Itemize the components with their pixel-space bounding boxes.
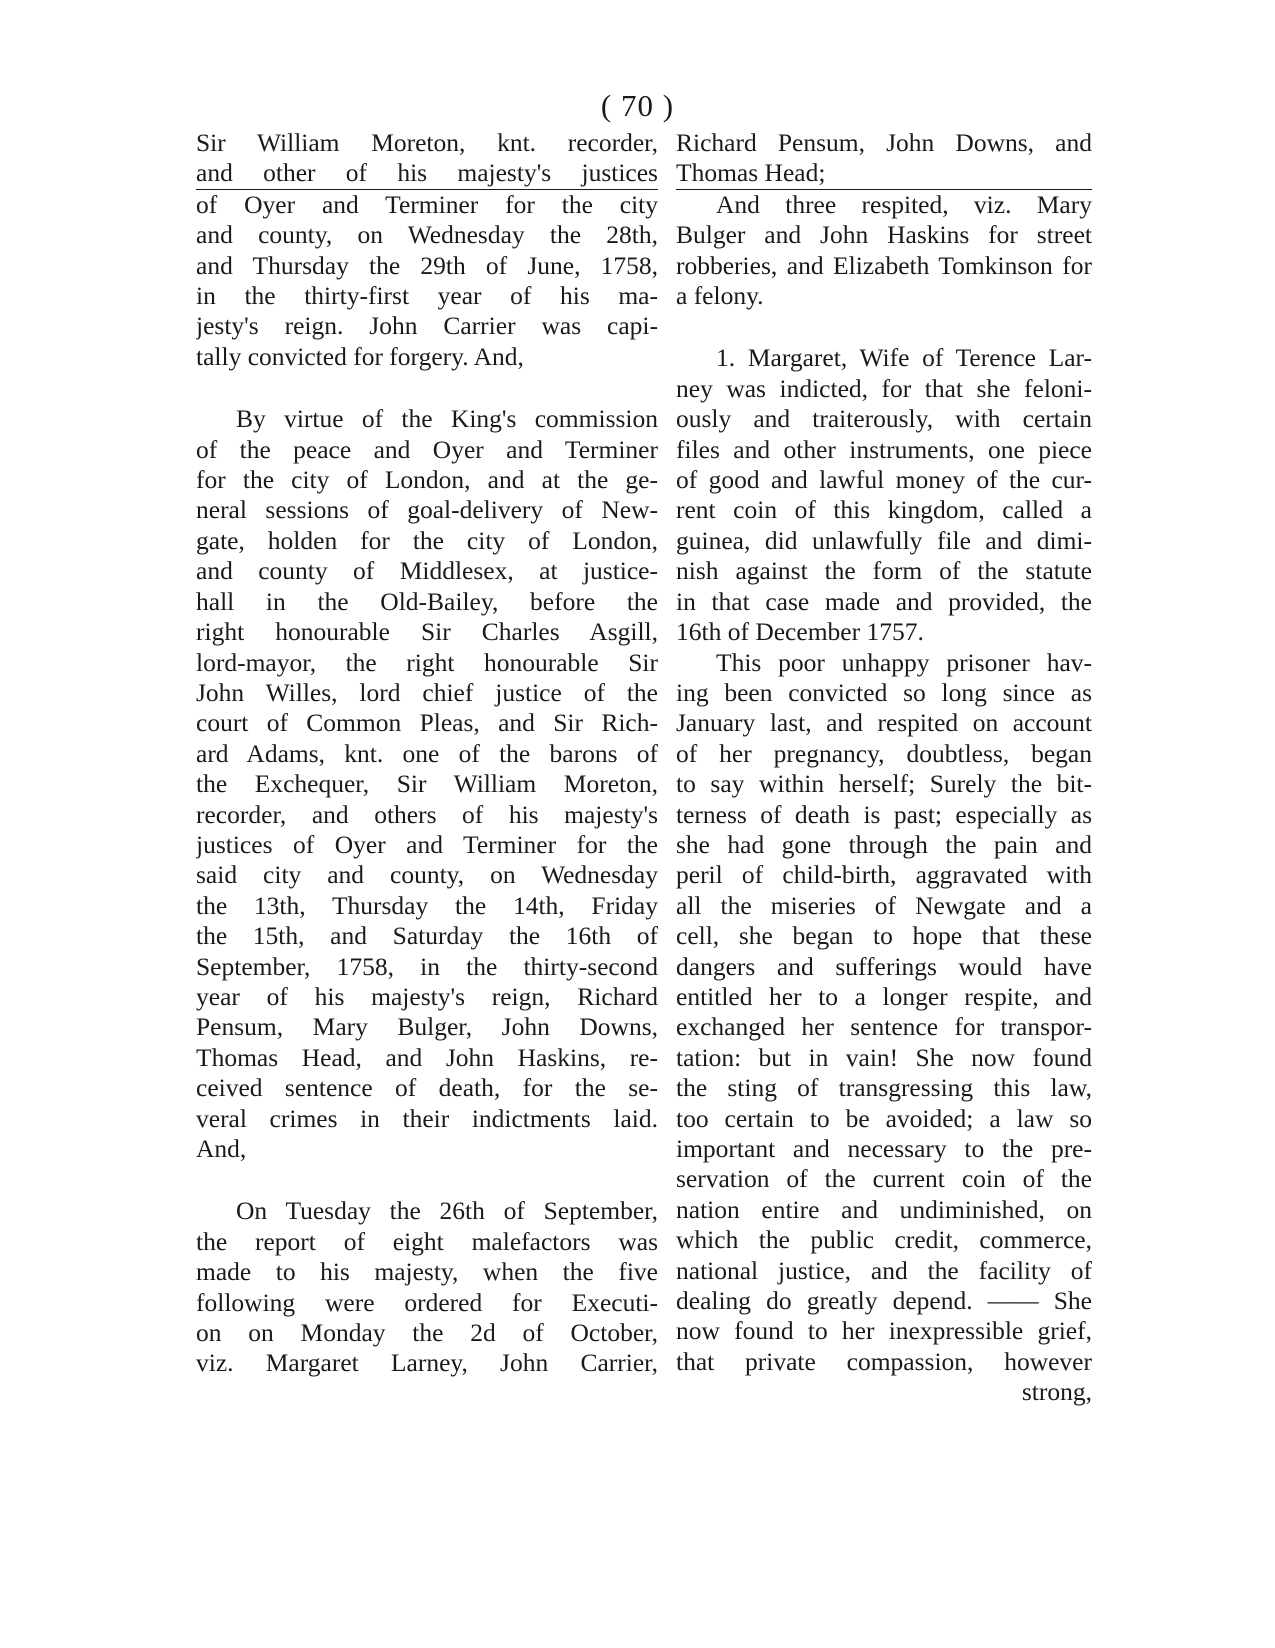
text-line: tation: but in vain! She now found bbox=[676, 1042, 1092, 1072]
text-line: 16th of December 1757. bbox=[676, 617, 924, 647]
text-line: Sir William Moreton, knt. recorder, bbox=[196, 128, 658, 157]
text-line: and county of Middlesex, at justice- bbox=[196, 556, 658, 586]
text-line: justices of Oyer and Terminer for the bbox=[196, 829, 658, 859]
catchword: strong, bbox=[1021, 1377, 1092, 1407]
text-line: which the public credit, commerce, bbox=[676, 1225, 1092, 1255]
text-line: Pensum, Mary Bulger, John Downs, bbox=[196, 1012, 658, 1042]
text-line: dealing do greatly depend. —— She bbox=[676, 1286, 1092, 1316]
text-line: files and other instruments, one piece bbox=[676, 434, 1092, 464]
text-line: Richard Pensum, John Downs, and bbox=[676, 128, 1092, 157]
paragraph-gap bbox=[676, 311, 1092, 343]
text-line: Thomas Head; bbox=[676, 158, 1092, 189]
text-line: 1. Margaret, Wife of Terence Lar- bbox=[716, 343, 1092, 373]
text-line: And, bbox=[196, 1134, 247, 1163]
text-line: in the thirty-first year of his ma- bbox=[196, 281, 658, 311]
text-line: of her pregnancy, doubtless, began bbox=[676, 738, 1092, 768]
text-line: of good and lawful money of the cur- bbox=[676, 465, 1092, 495]
text-line: ceived sentence of death, for the se- bbox=[196, 1073, 658, 1103]
text-line: lord-mayor, the right honourable Sir bbox=[196, 647, 658, 677]
text-line: rent coin of this kingdom, called a bbox=[676, 495, 1092, 525]
text-line: the 13th, Thursday the 14th, Friday bbox=[196, 890, 658, 920]
text-line: the Exchequer, Sir William Moreton, bbox=[196, 769, 658, 799]
text-line: Bulger and John Haskins for street bbox=[676, 220, 1092, 250]
text-line: made to his majesty, when the five bbox=[196, 1257, 658, 1287]
text-line: This poor unhappy prisoner hav- bbox=[716, 647, 1092, 677]
text-line: peril of child-birth, aggravated with bbox=[676, 860, 1092, 890]
text-line: the sting of transgressing this law, bbox=[676, 1073, 1092, 1103]
text-line: ney was indicted, for that she feloni- bbox=[676, 373, 1092, 403]
text-line: And three respited, viz. Mary bbox=[716, 189, 1092, 219]
text-line: servation of the current coin of the bbox=[676, 1164, 1092, 1194]
text-line: neral sessions of goal-delivery of New- bbox=[196, 495, 658, 525]
text-line: John Willes, lord chief justice of the bbox=[196, 677, 658, 707]
text-line: the report of eight malefactors was bbox=[196, 1226, 658, 1256]
text-line: of Oyer and Terminer for the city bbox=[196, 189, 658, 219]
text-line: she had gone through the pain and bbox=[676, 829, 1092, 859]
left-column bbox=[196, 128, 658, 1379]
text-line: On Tuesday the 26th of September, bbox=[236, 1196, 658, 1226]
right-column bbox=[676, 128, 1092, 1408]
text-line: and other of his majesty's justices bbox=[196, 158, 658, 189]
text-line: tally convicted for forgery. And, bbox=[196, 341, 524, 371]
text-line: said city and county, on Wednesday bbox=[196, 860, 658, 890]
text-line: cell, she began to hope that these bbox=[676, 921, 1092, 951]
page-number: ( 70 ) bbox=[600, 88, 675, 123]
text-line: ing been convicted so long since as bbox=[676, 677, 1092, 707]
text-line: too certain to be avoided; a law so bbox=[676, 1103, 1092, 1133]
text-line: all the miseries of Newgate and a bbox=[676, 890, 1092, 920]
paragraph-gap bbox=[196, 1164, 658, 1196]
text-line: jesty's reign. John Carrier was capi- bbox=[196, 311, 658, 341]
text-line: and Thursday the 29th of June, 1758, bbox=[196, 250, 658, 280]
text-line: of the peace and Oyer and Terminer bbox=[196, 434, 658, 464]
text-line: nish against the form of the statute bbox=[676, 556, 1092, 586]
text-line: Thomas Head, and John Haskins, re- bbox=[196, 1042, 658, 1072]
text-line: to say within herself; Surely the bit- bbox=[676, 769, 1092, 799]
paragraph-gap bbox=[196, 372, 658, 404]
text-line: in that case made and provided, the bbox=[676, 586, 1092, 616]
text-line: hall in the Old-Bailey, before the bbox=[196, 586, 658, 616]
text-line: gate, holden for the city of London, bbox=[196, 525, 658, 555]
text-line: year of his majesty's reign, Richard bbox=[196, 981, 658, 1011]
text-line: that private compassion, however bbox=[676, 1346, 1092, 1376]
text-line: right honourable Sir Charles Asgill, bbox=[196, 617, 658, 647]
text-line: robberies, and Elizabeth Tomkinson for bbox=[676, 250, 1092, 280]
text-line: entitled her to a longer respite, and bbox=[676, 981, 1092, 1011]
text-line: ously and traiterously, with certain bbox=[676, 404, 1092, 434]
text-line: for the city of London, and at the ge- bbox=[196, 465, 658, 495]
text-line: January last, and respited on account bbox=[676, 708, 1092, 738]
text-line: the 15th, and Saturday the 16th of bbox=[196, 921, 658, 951]
text-line: a felony. bbox=[676, 281, 764, 311]
text-line: By virtue of the King's commission bbox=[236, 404, 658, 434]
text-line: recorder, and others of his majesty's bbox=[196, 799, 658, 829]
text-line: veral crimes in their indictments laid. bbox=[196, 1103, 658, 1133]
text-line: dangers and sufferings would have bbox=[676, 951, 1092, 981]
text-line: ard Adams, knt. one of the barons of bbox=[196, 738, 658, 768]
text-line: important and necessary to the pre- bbox=[676, 1134, 1092, 1163]
text-line: and county, on Wednesday the 28th, bbox=[196, 220, 658, 250]
text-line: national justice, and the facility of bbox=[676, 1255, 1092, 1285]
text-line: following were ordered for Executi- bbox=[196, 1287, 658, 1317]
text-line: nation entire and undiminished, on bbox=[676, 1194, 1092, 1224]
text-line: guinea, did unlawfully file and dimi- bbox=[676, 525, 1092, 555]
text-line: on on Monday the 2d of October, bbox=[196, 1318, 658, 1348]
text-line: now found to her inexpressible grief, bbox=[676, 1316, 1092, 1346]
text-line: court of Common Pleas, and Sir Rich- bbox=[196, 708, 658, 738]
text-line: September, 1758, in the thirty-second bbox=[196, 951, 658, 981]
text-line: exchanged her sentence for transpor- bbox=[676, 1012, 1092, 1042]
text-line: viz. Margaret Larney, John Carrier, bbox=[196, 1348, 658, 1378]
text-line: terness of death is past; especially as bbox=[676, 799, 1092, 829]
